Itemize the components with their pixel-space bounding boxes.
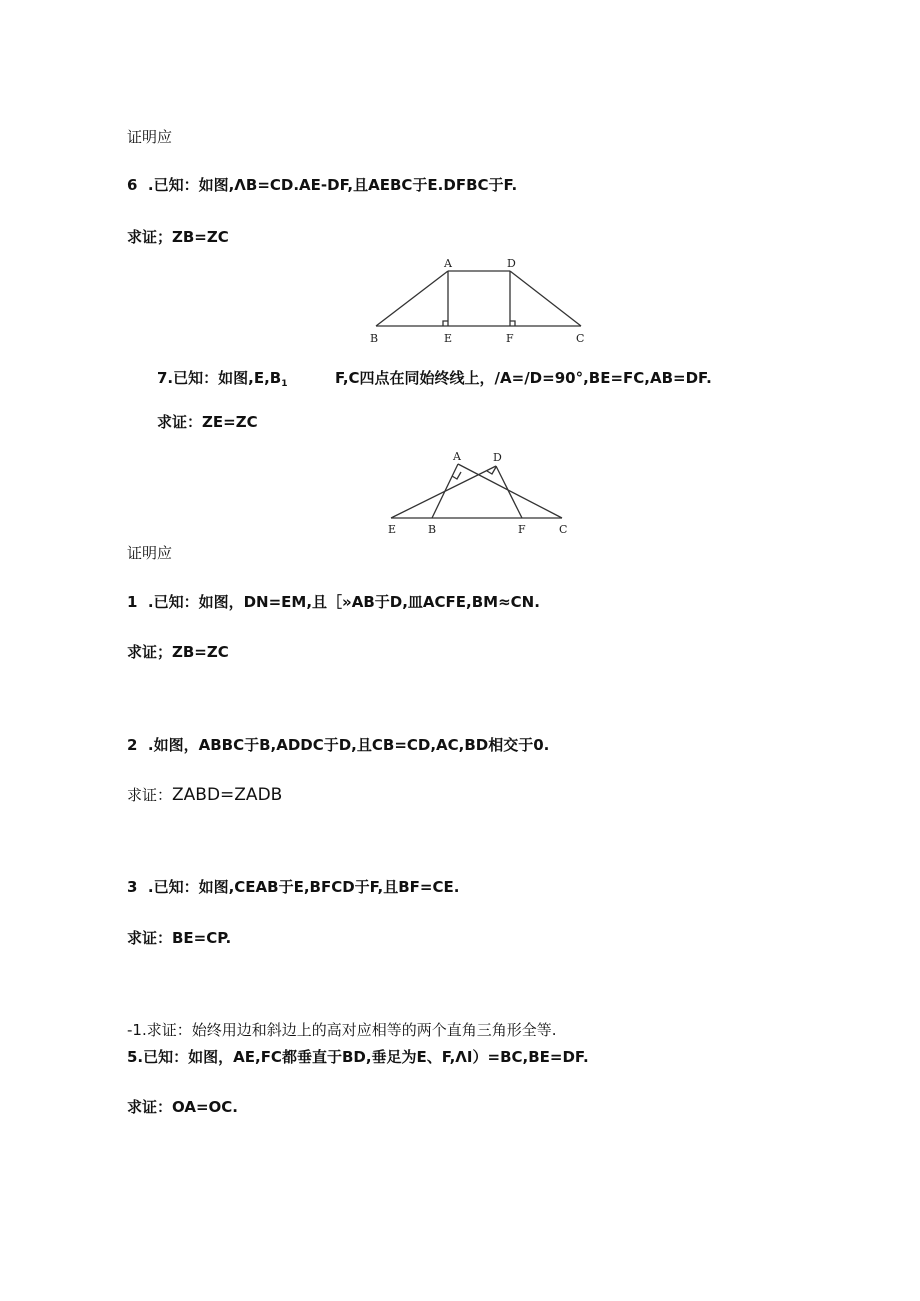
label-b: B — [370, 332, 379, 345]
problem-7-part2: F,C四点在同始终线上，/A=/D=90°,BE=FC,AB=DF. — [335, 369, 712, 387]
label-d: D — [493, 451, 502, 464]
problem-2 — [127, 735, 549, 755]
proof-label: 证明应 — [127, 128, 173, 146]
side-ba — [432, 464, 458, 518]
prove-prefix: 求证： — [127, 786, 173, 804]
label-e: E — [444, 332, 453, 345]
problem-statement: 7.已知：如图,E,B — [157, 369, 282, 387]
label-a: A — [444, 257, 452, 270]
problem-number: 6 — [127, 176, 138, 194]
side-df — [496, 466, 522, 518]
problem-number: 3 — [127, 878, 138, 896]
label-f: F — [506, 332, 514, 345]
problem-number: 1 — [127, 593, 138, 611]
label-b: B — [428, 523, 437, 536]
label-e: E — [388, 523, 397, 536]
problem-7-prove: 求证：ZE=ZC — [157, 413, 258, 431]
crossed-triangles-figure — [385, 448, 577, 540]
problem-3 — [127, 877, 459, 897]
subscript: 1 — [281, 379, 288, 389]
label-c: C — [559, 523, 568, 536]
problem-number: 2 — [127, 736, 138, 754]
problem-1 — [127, 592, 540, 612]
problem-5: 5.已知：如图，AE,FC都垂直于BD,垂足为E、F,ΛI）=BC,BE=DF. — [127, 1048, 589, 1066]
problem-6 — [127, 175, 517, 195]
problem-statement: .已知：如图,ΛB=CD.AE-DF,且AEBC于E.DFBC于F. — [147, 176, 518, 194]
problem-2-prove — [127, 785, 282, 805]
side-ac — [458, 464, 562, 518]
label-a: A — [453, 450, 461, 463]
side-ab — [376, 271, 448, 326]
prove-statement: ZABD=ZADB — [172, 785, 283, 805]
problem-7-part1 — [157, 368, 287, 394]
problem-statement: .已知：如图,CEAB于E,BFCD于F,且BF=CE. — [147, 878, 460, 896]
problem-5-prove: 求证：OA=OC. — [127, 1098, 238, 1116]
problem-6-prove: 求证；ZB=ZC — [127, 228, 229, 246]
label-f: F — [518, 523, 526, 536]
problem-3-prove: 求证：BE=CP. — [127, 929, 232, 947]
problem-statement: .已知：如图，DN=EM,且［»AB于D,皿ACFE,BM≈CN. — [147, 593, 540, 611]
proof-label: 证明应 — [127, 544, 173, 562]
problem-1-prove: 求证；ZB=ZC — [127, 643, 229, 661]
right-angle-mark-e — [443, 321, 448, 326]
label-d: D — [507, 257, 516, 270]
problem-statement: .如图，ABBC于B,ADDC于D,且CB=CD,AC,BD相交于0. — [147, 736, 550, 754]
trapezoid-figure — [368, 256, 592, 348]
side-dc — [510, 271, 581, 326]
side-ed — [391, 466, 496, 518]
label-c: C — [576, 332, 585, 345]
right-angle-mark-f — [510, 321, 515, 326]
problem-4: -1.求证：始终用边和斜边上的高对应相等的两个直角三角形全等. — [127, 1021, 557, 1039]
